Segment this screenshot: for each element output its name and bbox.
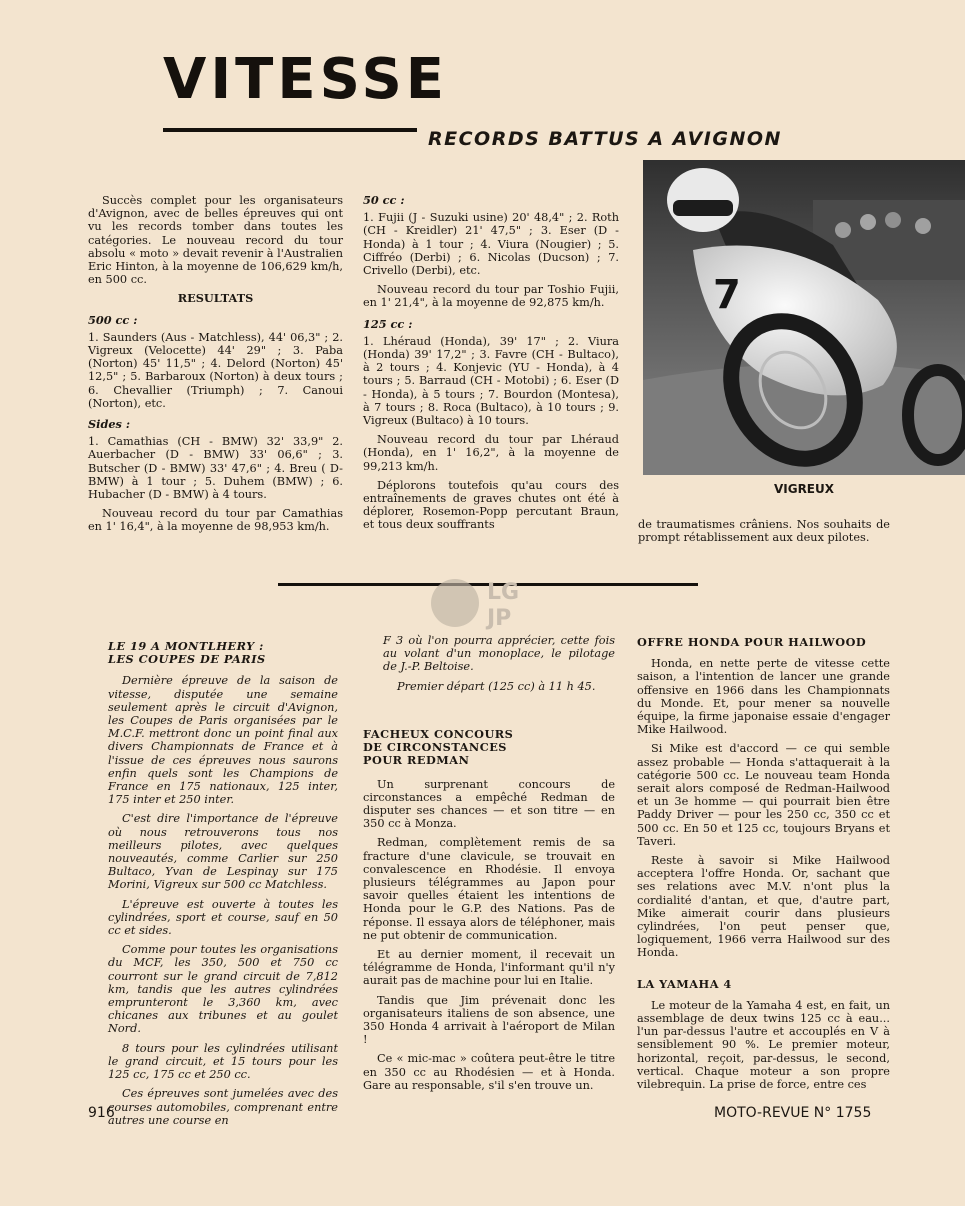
- redman-p4: Tandis que Jim prévenait donc les organisateurs italiens de son absence, une 350 Honda 4 arrivait à l'aéroport de Milan !: [363, 993, 615, 1047]
- yamaha-heading: LA YAMAHA 4: [637, 976, 732, 991]
- honda-article: [637, 636, 890, 1097]
- redman-p3: Et au dernier moment, il recevait un télégramme de Honda, l'informant qu'il n'y aurait pas de machine pour lui en Italie.: [363, 948, 615, 988]
- caption-continuation: de traumatismes crâniens. Nos souhaits de prompt rétablissement aux deux pilotes.: [638, 518, 890, 545]
- results-50cc: 1. Fujii (J - Suzuki usine) 20' 48,4" ; 2. Roth (CH - Kreidler) 21' 47,5" ; 3. Eser (D - Honda) à 1 tour ; 4. Viura (Nougier) ; 5. Ciffréo (Derbi) ; 6. Nicolas (Ducson) ; 7. Crivello (Derbi), etc.: [363, 211, 619, 278]
- magazine-issue: MOTO-REVUE N° 1755: [714, 1105, 872, 1121]
- montlhery-p1: Dernière épreuve de la saison de vitesse, disputée une semaine seulement après le circuit d'Avignon, les Coupes de Paris organisées par le M.C.F. mettront donc un point final aux divers Championnats de France et à l'issue de ces épreuves nous saurons enfin quels sont les Champions de France en 175 nationaux, 125 inter, 175 inter et 250 inter.: [108, 674, 338, 807]
- redman-heading-1: FACHEUX CONCOURS: [363, 727, 514, 741]
- results-column-2: [363, 194, 619, 538]
- results-column-1: [88, 194, 343, 540]
- category-50cc: 50 cc :: [363, 193, 405, 207]
- redman-p2: Redman, complètement remis de sa fracture d'une clavicule, se trouvait en convalescence en Rhodésie. Il envoya plusieurs télégrammes au Japon pour savoir quelles étaient les intentions de Honda pour le G.P. des Nations. Pas de réponse. Il essaya alors de téléphoner, mais ne put obtenir de communication.: [363, 836, 615, 942]
- record-sides: Nouveau record du tour par Camathias en 1' 16,4", à la moyenne de 98,953 km/h.: [88, 507, 343, 534]
- montlhery-heading-2: LES COUPES DE PARIS: [108, 652, 266, 667]
- results-500cc: 1. Saunders (Aus - Matchless), 44' 06,3" ; 2. Vigreux (Velocette) 44' 29" ; 3. Paba (Norton) 45' 11,5" ; 4. Delord (Norton) 45' 12,5" ; 5. Barbaroux (Norton) à deux tours ; 6. Chevallier (Triumph) ; 7. Canoui (Norton), etc.: [88, 330, 343, 410]
- redman-heading-3: POUR REDMAN: [363, 753, 470, 768]
- montlhery-p2: C'est dire l'importance de l'épreuve où nous retrouverons tous nos meilleurs pilotes, avec quelques nouveautés, comme Carlier sur 250 Bultaco, Yvan de Lespinay sur 175 Morini, Vigreux sur 500 cc Matchless.: [108, 812, 338, 892]
- photo-caption: VIGREUX: [773, 482, 835, 496]
- record-50cc: Nouveau record du tour par Toshio Fujii, en 1' 21,4", à la moyenne de 92,875 km/h.: [363, 283, 619, 310]
- montlhery-article-cont: [383, 634, 615, 699]
- honda-p1: Honda, en nette perte de vitesse cette saison, a l'intention de lancer une grande offensive en 1966 dans les Championnats du Monde. Et, pour mener sa nouvelle équipe, la firme japonaise essaie d'engager Mike Hailwood.: [637, 657, 890, 737]
- vigreux-photo: [643, 160, 965, 475]
- results-heading: RESULTATS: [177, 291, 254, 306]
- article-subtitle: RECORDS BATTUS A AVIGNON: [428, 128, 782, 150]
- montlhery-p3: L'épreuve est ouverte à toutes les cylindrées, sport et course, sauf en 50 cc et sides.: [108, 897, 338, 938]
- redman-p5: Ce « mic-mac » coûtera peut-être le titre en 350 cc au Rhodésien — et à Honda. Gare au responsable, s'il s'en trouve un.: [363, 1052, 615, 1092]
- montlhery-p6: Ces épreuves sont jumelées avec des courses automobiles, comprenant entre autres une course en: [108, 1087, 338, 1127]
- watermark-jp: JP: [487, 606, 512, 631]
- title-rule: [163, 128, 417, 132]
- yamaha-p1: Le moteur de la Yamaha 4 est, en fait, un assemblage de deux twins 125 cc à eau... l'un par-dessus l'autre et accouplés en V à sensiblement 90 %. Le premier moteur, horizontal, reçoit, par-dessus, le second, vertical. Chaque moteur a son propre vilebrequin. La prise de force, entre ces: [637, 998, 890, 1092]
- deplorons-paragraph: Déplorons toutefois qu'au cours des entraînements de graves chutes ont été à déplorer, Rosemon-Popp percutant Braun, et tous deux souffrants: [363, 478, 619, 532]
- intro-paragraph: Succès complet pour les organisateurs d'Avignon, avec de belles épreuves qui ont vu les records tomber dans toutes les catégories. Le nouveau record du tour absolu « moto » devait revenir à l'Australien Eric Hinton, à la moyenne de 106,629 km/h, en 500 cc.: [88, 194, 343, 287]
- category-125cc: 125 cc :: [363, 316, 413, 331]
- race-number: 7: [713, 272, 741, 318]
- results-column-3: [638, 518, 890, 550]
- redman-article: [363, 728, 615, 1098]
- montlhery-p4: Comme pour toutes les organisations du MCF, les 350, 500 et 750 cc courront sur le grand circuit de 7,812 km, tandis que les autres cylindrées emprunteront le 3,360 km, avec chicanes aux tribunes et au goulet Nord.: [108, 943, 338, 1036]
- montlhery-heading-1: LE 19 A MONTLHERY :: [108, 639, 264, 653]
- lgjp-watermark: [425, 563, 535, 643]
- redman-heading-2: DE CIRCONSTANCES: [363, 740, 507, 755]
- record-125cc: Nouveau record du tour par Lhéraud (Honda), en 1' 16,2", à la moyenne de 99,213 km/h.: [363, 433, 619, 473]
- page-title: VITESSE: [163, 47, 449, 112]
- montlhery-p8: Premier départ (125 cc) à 11 h 45.: [397, 679, 596, 693]
- category-sides: Sides :: [88, 417, 130, 432]
- montlhery-p5: 8 tours pour les cylindrées utilisant le grand circuit, et 15 tours pour les 125 cc, 175 cc et 250 cc.: [108, 1041, 338, 1082]
- results-sides: 1. Camathias (CH - BMW) 32' 33,9" 2. Auerbacher (D - BMW) 33' 06,6" ; 3. Butscher (D - BMW) 33' 47,6" ; 4. Breu ( D- BMW) à 1 tour ; 5. Duhem (BMW) ; 6. Hubacher (D - BMW) à 4 tours.: [88, 435, 343, 502]
- category-500cc: 500 cc :: [88, 312, 138, 327]
- honda-heading: OFFRE HONDA POUR HAILWOOD: [637, 635, 867, 649]
- montlhery-p7: F 3 où l'on pourra apprécier, cette fois au volant d'un monoplace, le pilotage de J.-P. Beltoise.: [383, 634, 615, 674]
- results-125cc: 1. Lhéraud (Honda), 39' 17" ; 2. Viura (Honda) 39' 17,2" ; 3. Favre (CH - Bultaco), à 2 tours ; 4. Konjevic (YU - Honda), à 4 tours ; 5. Barraud (CH - Motobi) ; 6. Eser (D - Honda), à 5 tours ; 7. Bourdon (Montesa), à 7 tours ; 8. Roca (Bultaco), à 10 tours ; 9. Vigreux (Bultaco) à 10 tours.: [363, 334, 619, 428]
- montlhery-article: [108, 634, 338, 1133]
- page-number: 916: [88, 1105, 115, 1121]
- honda-p3: Reste à savoir si Mike Hailwood acceptera l'offre Honda. Or, sachant que ses relations avec M.V. n'ont plus la cordialité d'antan, et que, d'autre part, Mike aimerait courir dans plusieurs cylindrées, l'on peut penser que, logiquement, 1966 verra Hailwood sur des Honda.: [637, 854, 890, 960]
- honda-p2: Si Mike est d'accord — ce qui semble assez probable — Honda s'attaquerait à la catégorie 500 cc. Le nouveau team Honda serait alors composé de Redman-Hailwood et un 3e homme — qui pourrait bien être Paddy Driver — pour les 250 cc, 350 cc et 500 cc. En 50 et 125 cc, toujours Bryans et Taveri.: [637, 742, 890, 848]
- redman-p1: Un surprenant concours de circonstances a empêché Redman de disputer ses chances — et son titre — en 350 cc à Monza.: [363, 777, 615, 831]
- watermark-lg: LG: [487, 580, 520, 605]
